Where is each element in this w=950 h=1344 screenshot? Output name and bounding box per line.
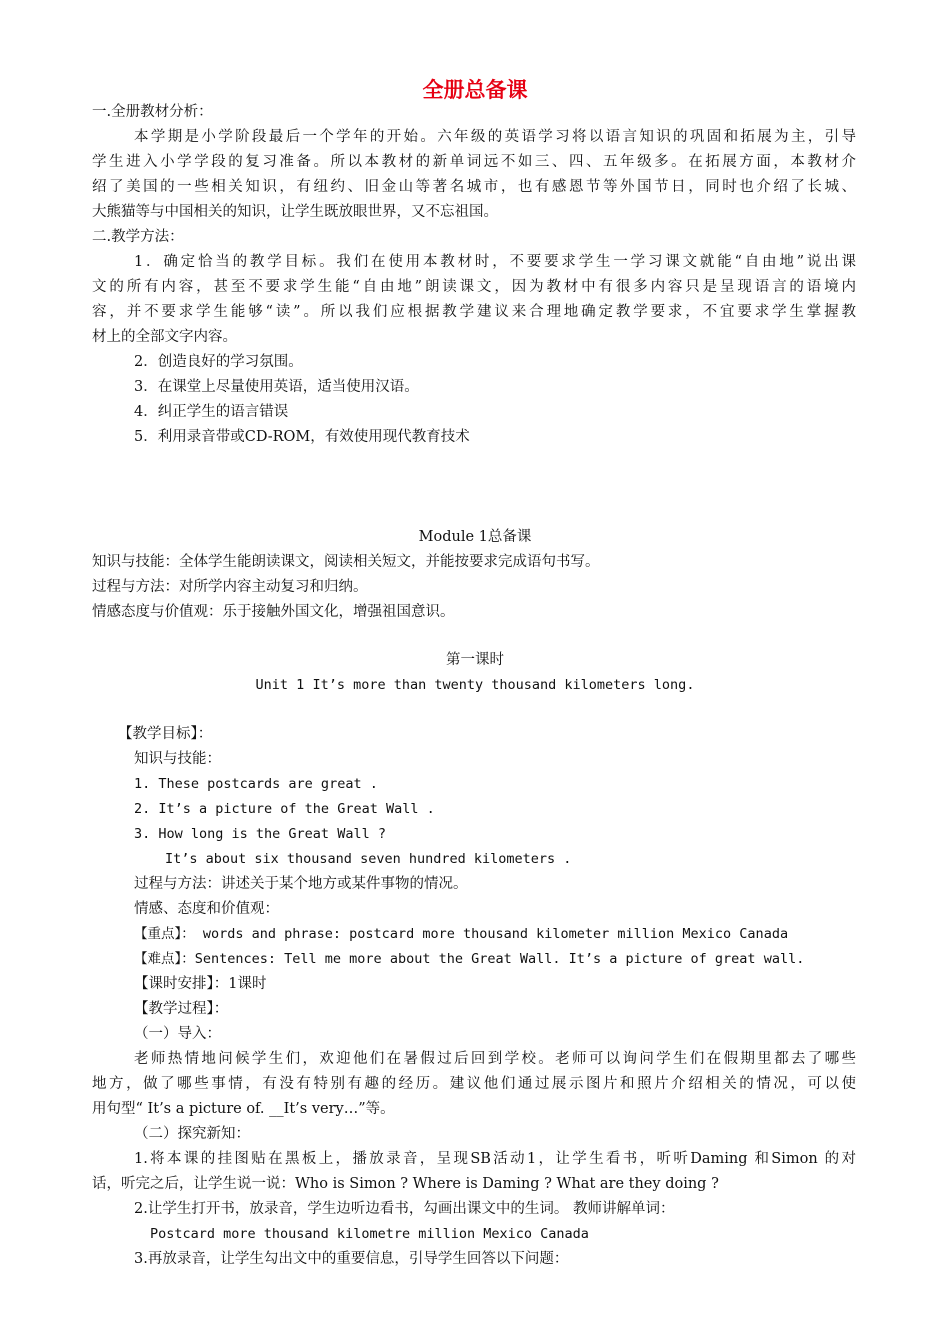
schedule: 【课时安排】：1课时 — [134, 976, 267, 992]
method-item: 2．创造良好的学习氛围。 — [134, 354, 303, 370]
intro-line: 用句型“ It’s a picture of. __It’s very…”等。 — [92, 1101, 395, 1117]
document-title: 全册总备课 — [422, 78, 528, 102]
intro-label: （一）导入： — [134, 1026, 221, 1042]
steps-label: 【教学过程】： — [134, 1001, 229, 1017]
module-title: Module 1总备课 — [418, 529, 532, 545]
explore-label: （二）探究新知： — [134, 1126, 250, 1142]
goals-label: 【教学目标】： — [118, 726, 213, 742]
emotion-goal: 情感、态度和价值观： — [134, 901, 279, 917]
module-goal: 情感态度与价值观：乐于接触外国文化，增强祖国意识。 — [92, 604, 455, 620]
module-goal: 过程与方法：对所学内容主动复习和归纳。 — [92, 579, 368, 595]
skills-label: 知识与技能： — [134, 751, 221, 767]
method-item-line: 材上的全部文字内容。 — [92, 329, 237, 345]
goal-item: 2. It’s a picture of the Great Wall . — [134, 801, 435, 817]
step-line: 1.将本课的挂图贴在黑板上，播放录音，呈现SB活动1，让学生看书，听听Daming 和Simon 的对 — [134, 1151, 856, 1167]
method-item: 3．在课堂上尽量使用英语，适当使用汉语。 — [134, 379, 419, 395]
intro-line: 地方，做了哪些事情，有没有特别有趣的经历。建议他们通过展示图片和照片介绍相关的情况，可以使 — [92, 1076, 856, 1092]
method-item: 5．利用录音带或CD-ROM，有效使用现代教育技术 — [134, 429, 470, 445]
difficult-points: 【难点】：Sentences: Tell me more about the Great Wall. It’s a picture of great wall. — [134, 951, 805, 967]
step-line: 3.再放录音，让学生勾出文中的重要信息，引导学生回答以下问题： — [134, 1251, 569, 1267]
method-item: 4．纠正学生的语言错误 — [134, 404, 289, 420]
section1-para-line: 大熊猫等与中国相关的知识，让学生既放眼世界，又不忘祖国。 — [92, 204, 498, 220]
process-goal: 过程与方法：讲述关于某个地方或某件事物的情况。 — [134, 876, 468, 892]
section1-heading: 一.全册教材分析： — [92, 104, 213, 120]
method-item-line: 文的所有内容，甚至不要求学生能“自由地”朗读课文，因为教材中有很多内容只是呈现语言的语境内 — [92, 279, 856, 295]
step-line: 2.让学生打开书，放录音，学生边听边看书，勾画出课文中的生词。 教师讲解单词： — [134, 1201, 675, 1217]
intro-line: 老师热情地问候学生们，欢迎他们在暑假过后回到学校。老师可以询问学生们在假期里都去了哪些 — [134, 1051, 856, 1067]
section1-para-line: 本学期是小学阶段最后一个学年的开始。六年级的英语学习将以语言知识的巩固和拓展为主，引导 — [134, 129, 856, 145]
section2-heading: 二.教学方法： — [92, 229, 184, 245]
module-goal: 知识与技能：全体学生能朗读课文，阅读相关短文，并能按要求完成语句书写。 — [92, 554, 600, 570]
key-points: 【重点】： words and phrase: postcard more thousand kilometer million Mexico Canada — [134, 926, 789, 942]
vocabulary-list: Postcard more thousand kilometre million Mexico Canada — [150, 1226, 589, 1242]
section1-para-line: 绍了美国的一些相关知识，有纽约、旧金山等著名城市，也有感恩节等外国节日，同时也介绍了长城、 — [92, 179, 856, 195]
lesson-period: 第一课时 — [446, 652, 504, 668]
section1-para-line: 学生进入小学学段的复习准备。所以本教材的新单词远不如三、四、五年级多。在拓展方面，本教材介 — [92, 154, 856, 170]
goal-item-answer: It’s about six thousand seven hundred kilometers . — [165, 851, 572, 867]
unit-title: Unit 1 It’s more than twenty thousand kilometers long. — [255, 677, 695, 693]
method-item-line: 容，并不要求学生能够“读”。所以我们应根据教学建议来合理地确定教学要求，不宜要求学生掌握教 — [92, 304, 856, 320]
goal-item: 1. These postcards are great . — [134, 776, 378, 792]
step-line: 话，听完之后，让学生说一说：Who is Simon ? Where is Daming ? What are they doing ? — [92, 1176, 719, 1192]
method-item-line: 1．确定恰当的教学目标。我们在使用本教材时，不要要求学生一学习课文就能“自由地”说出课 — [134, 254, 856, 270]
goal-item: 3. How long is the Great Wall ? — [134, 826, 386, 842]
